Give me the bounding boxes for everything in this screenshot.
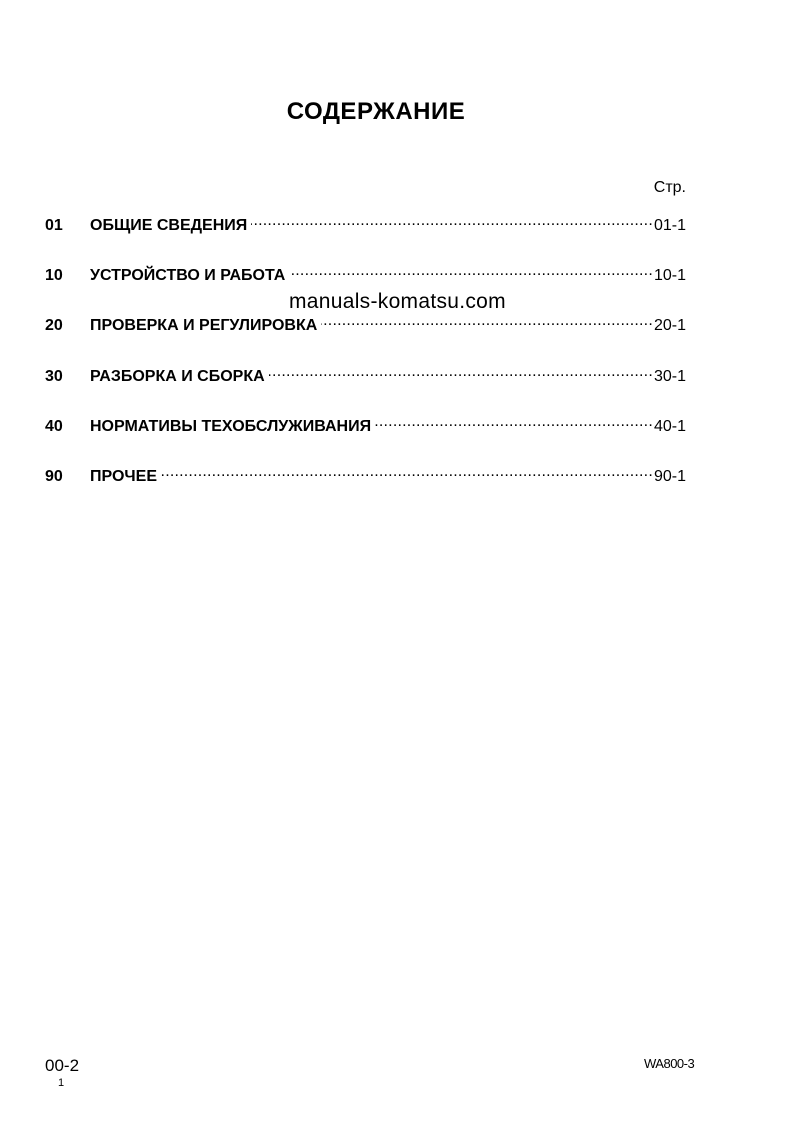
toc-item-number: 10 <box>45 267 63 284</box>
toc-item-title: НОРМАТИВЫ ТЕХОБСЛУЖИВАНИЯ <box>90 418 372 435</box>
toc-item-page: 10-1 <box>653 267 686 284</box>
page-column-label: Стр. <box>653 179 686 196</box>
toc-dot-leader <box>321 312 653 330</box>
footer-revision: 1 <box>58 1077 65 1089</box>
toc-item-title: РАЗБОРКА И СБОРКА <box>90 368 265 385</box>
footer-model: WA800-3 <box>644 1056 695 1071</box>
toc-item-number: 40 <box>45 418 63 435</box>
toc-item-page: 90-1 <box>653 468 686 485</box>
toc-item-title: УСТРОЙСТВО И РАБОТА <box>90 267 286 284</box>
toc-item-title: ПРОЧЕЕ <box>90 468 157 485</box>
toc-item[interactable] <box>45 463 686 483</box>
toc-item-page: 30-1 <box>653 368 686 385</box>
toc-item[interactable] <box>45 413 686 433</box>
toc-dot-leader <box>289 262 653 280</box>
toc-item-page: 20-1 <box>653 317 686 334</box>
toc-item-number: 90 <box>45 468 63 485</box>
toc-dot-leader <box>375 413 653 431</box>
toc-dot-leader <box>251 212 653 230</box>
toc-item-page: 01-1 <box>653 217 686 234</box>
toc-dot-leader <box>269 363 653 381</box>
toc-item[interactable] <box>45 312 686 332</box>
toc-item-page: 40-1 <box>653 418 686 435</box>
toc-item-title: ОБЩИЕ СВЕДЕНИЯ <box>90 217 248 234</box>
toc-item[interactable] <box>45 212 686 232</box>
toc-item-number: 01 <box>45 217 63 234</box>
toc-item-number: 30 <box>45 368 63 385</box>
watermark-text: manuals-komatsu.com <box>289 290 506 313</box>
toc-dot-leader <box>161 463 653 481</box>
page-title: СОДЕРЖАНИЕ <box>286 98 466 125</box>
toc-item[interactable] <box>45 363 686 383</box>
toc-item[interactable] <box>45 262 686 282</box>
toc-item-title: ПРОВЕРКА И РЕГУЛИРОВКА <box>90 317 318 334</box>
toc-item-number: 20 <box>45 317 63 334</box>
footer-page-number: 00-2 <box>45 1056 80 1075</box>
